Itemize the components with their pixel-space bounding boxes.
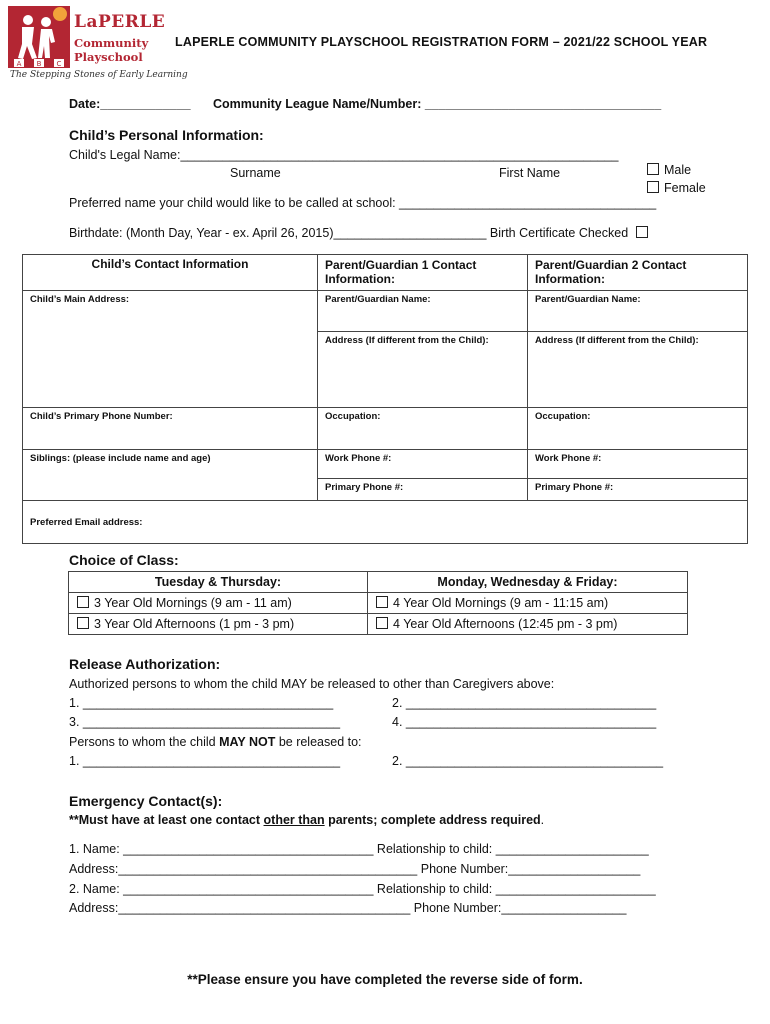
guardian1-header: Parent/Guardian 1 Contact Information: xyxy=(318,255,528,291)
birthdate-row xyxy=(69,226,653,240)
release-may-text: Authorized persons to whom the child MAY be released to other than Caregivers above: xyxy=(69,677,555,691)
child-main-address-cell[interactable]: Child’s Main Address: xyxy=(23,291,318,408)
reverse-side-note: **Please ensure you have completed the reverse side of form. xyxy=(187,972,583,987)
female-checkbox[interactable] xyxy=(647,181,659,193)
guardian2-name-cell[interactable]: Parent/Guardian Name: xyxy=(528,291,748,332)
children-logo-icon xyxy=(8,6,70,68)
svg-text:A: A xyxy=(16,60,22,68)
authorized-person-1[interactable]: 1. ____________________________________ xyxy=(69,696,334,710)
release-may-not-text xyxy=(69,735,362,749)
emergency-note-underlined: other than xyxy=(263,813,325,827)
label-3yr-mornings: 3 Year Old Mornings (9 am - 11 am) xyxy=(94,596,292,610)
male-label: Male xyxy=(664,163,692,177)
child-phone-cell[interactable]: Child’s Primary Phone Number: xyxy=(23,408,318,450)
checkbox-4yr-afternoons[interactable] xyxy=(376,617,388,629)
authorized-person-3[interactable]: 3. _____________________________________ xyxy=(69,715,341,729)
emergency-contact-2-address[interactable]: Address:__________________________________________ Phone Number:__________________ xyxy=(69,901,627,915)
male-checkbox[interactable] xyxy=(647,163,659,175)
checkbox-3yr-mornings[interactable] xyxy=(77,596,89,608)
class-option-3yr-afternoons[interactable] xyxy=(69,614,368,635)
female-label: Female xyxy=(664,181,706,195)
emergency-contact-1-address[interactable]: Address:___________________________________________ Phone Number:___________________ xyxy=(69,862,641,876)
guardian1-work-phone-cell[interactable]: Work Phone #: xyxy=(318,450,528,479)
logo-line-community: Community xyxy=(74,36,149,50)
may-not-suffix: be released to: xyxy=(275,735,362,749)
document-title: LAPERLE COMMUNITY PLAYSCHOOL REGISTRATION FORM – 2021/22 SCHOOL YEAR xyxy=(175,35,708,49)
logo-tagline: The Stepping Stones of Early Learning xyxy=(10,70,188,80)
class-option-4yr-afternoons[interactable] xyxy=(368,614,688,635)
community-league-field[interactable]: Community League Name/Number: __________________________________ xyxy=(213,97,662,111)
emergency-note-start: **Must have at least one contact xyxy=(69,813,264,827)
emergency-contact-1-name[interactable]: 1. Name: ____________________________________ Relationship to child: ______________________ xyxy=(69,842,649,856)
may-not-prefix: Persons to whom the child xyxy=(69,735,220,749)
child-contact-header: Child’s Contact Information xyxy=(23,255,318,291)
class-option-4yr-mornings[interactable] xyxy=(368,593,688,614)
release-heading: Release Authorization: xyxy=(69,656,221,672)
authorized-person-4[interactable]: 4. ____________________________________ xyxy=(392,715,657,729)
class-choice-table xyxy=(68,571,688,635)
laperle-logo xyxy=(8,6,188,82)
surname-label: Surname xyxy=(230,166,281,180)
svg-text:C: C xyxy=(56,60,62,68)
contact-information-table xyxy=(22,254,748,544)
female-option[interactable] xyxy=(647,181,706,195)
siblings-cell[interactable]: Siblings: (please include name and age) xyxy=(23,450,318,501)
guardian1-occupation-cell[interactable]: Occupation: xyxy=(318,408,528,450)
email-cell[interactable]: Preferred Email address: xyxy=(23,501,748,544)
guardian1-address-cell[interactable]: Address (If different from the Child): xyxy=(318,332,528,408)
label-4yr-mornings: 4 Year Old Mornings (9 am - 11:15 am) xyxy=(393,596,609,610)
class-option-3yr-mornings[interactable] xyxy=(69,593,368,614)
authorized-person-2[interactable]: 2. ____________________________________ xyxy=(392,696,657,710)
not-authorized-person-1[interactable]: 1. _____________________________________ xyxy=(69,754,341,768)
emergency-note xyxy=(69,813,544,827)
date-field[interactable]: Date:_____________ xyxy=(69,97,191,111)
label-4yr-afternoons: 4 Year Old Afternoons (12:45 pm - 3 pm) xyxy=(393,617,618,631)
logo-title: LaPERLE xyxy=(74,12,166,32)
mon-wed-fri-header: Monday, Wednesday & Friday: xyxy=(368,572,688,593)
svg-text:B: B xyxy=(36,60,42,68)
guardian2-primary-phone-cell[interactable]: Primary Phone #: xyxy=(528,479,748,501)
not-authorized-person-2[interactable]: 2. _____________________________________ xyxy=(392,754,664,768)
emergency-contact-2-name[interactable]: 2. Name: ____________________________________ Relationship to child: _______________________ xyxy=(69,882,656,896)
logo-line-playschool: Playschool xyxy=(74,50,143,64)
emergency-note-period: . xyxy=(540,813,545,827)
male-option[interactable] xyxy=(647,163,691,177)
tue-thu-header: Tuesday & Thursday: xyxy=(69,572,368,593)
guardian2-address-cell[interactable]: Address (If different from the Child): xyxy=(528,332,748,408)
guardian2-header: Parent/Guardian 2 Contact Information: xyxy=(528,255,748,291)
preferred-name-field[interactable]: Preferred name your child would like to be called at school: _____________________________________ xyxy=(69,196,657,210)
emergency-note-end: parents; complete address required xyxy=(324,813,541,827)
birthdate-field[interactable]: Birthdate: (Month Day, Year - ex. April 26, 2015)______________________ Birth Certificate Checked xyxy=(69,226,629,240)
guardian1-name-cell[interactable]: Parent/Guardian Name: xyxy=(318,291,528,332)
guardian1-primary-phone-cell[interactable]: Primary Phone #: xyxy=(318,479,528,501)
guardian2-occupation-cell[interactable]: Occupation: xyxy=(528,408,748,450)
may-not-emphasis: MAY NOT xyxy=(219,735,276,749)
label-3yr-afternoons: 3 Year Old Afternoons (1 pm - 3 pm) xyxy=(94,617,295,631)
class-choice-heading: Choice of Class: xyxy=(69,552,179,568)
checkbox-3yr-afternoons[interactable] xyxy=(77,617,89,629)
emergency-heading: Emergency Contact(s): xyxy=(69,793,223,809)
checkbox-4yr-mornings[interactable] xyxy=(376,596,388,608)
guardian2-work-phone-cell[interactable]: Work Phone #: xyxy=(528,450,748,479)
birth-certificate-checkbox[interactable] xyxy=(636,226,648,238)
first-name-label: First Name xyxy=(499,166,561,180)
personal-info-heading: Child’s Personal Information: xyxy=(69,127,264,143)
legal-name-field[interactable]: Child's Legal Name:_______________________________________________________________ xyxy=(69,148,619,162)
